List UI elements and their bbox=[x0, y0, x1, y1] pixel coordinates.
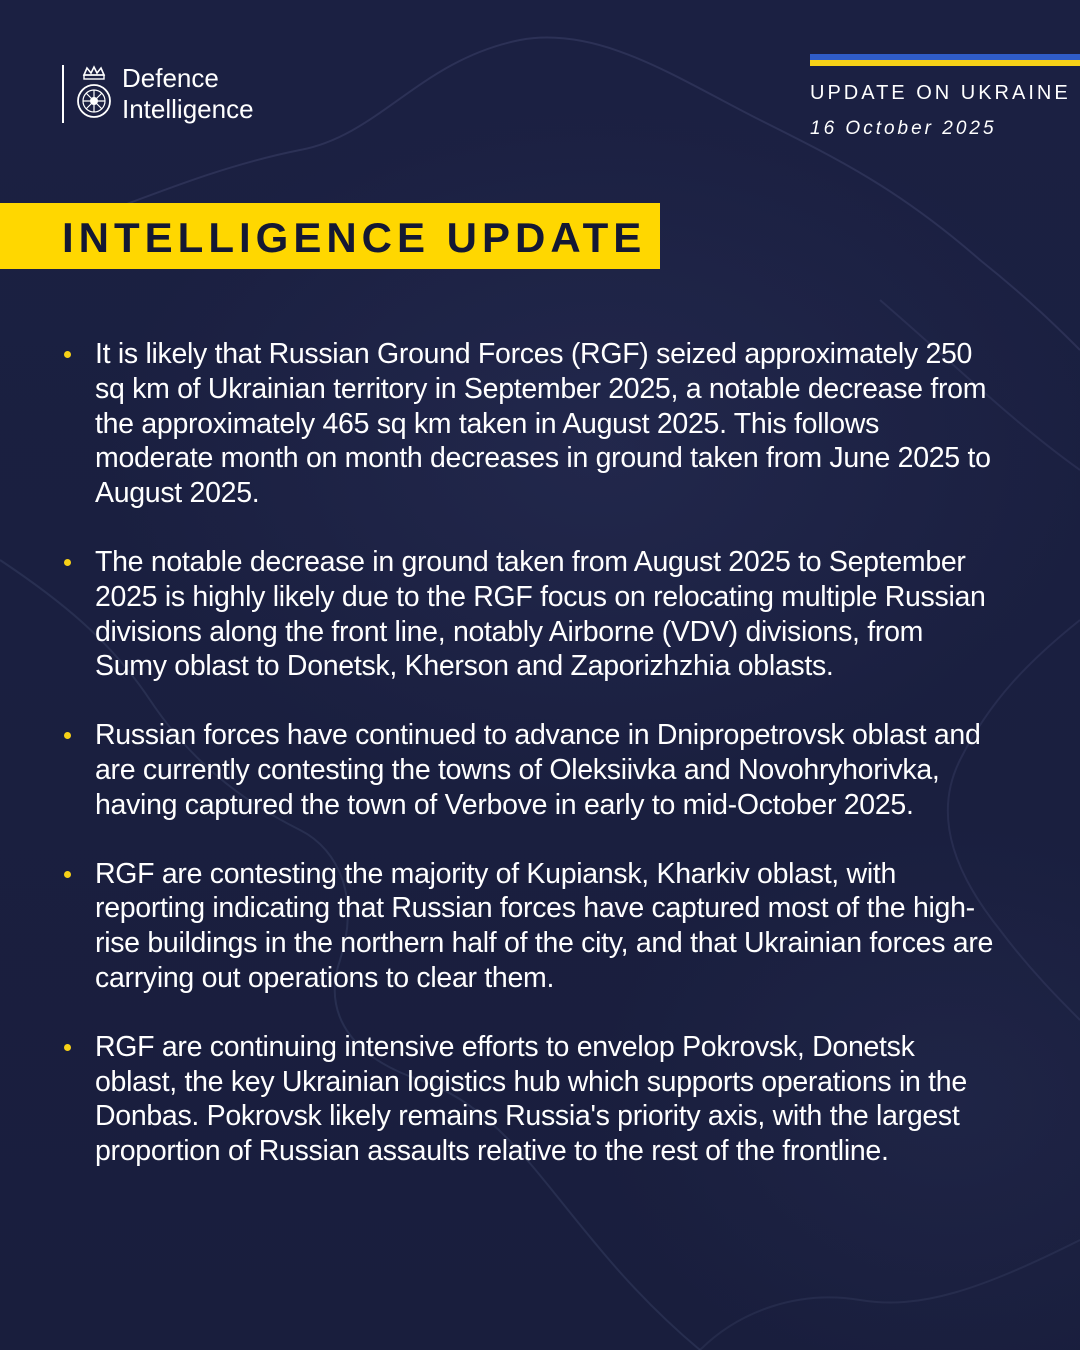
bullet-icon bbox=[64, 732, 71, 739]
ukraine-flag-stripe bbox=[810, 54, 1080, 66]
logo-line-2: Intelligence bbox=[122, 94, 254, 124]
list-item bbox=[62, 1030, 1002, 1169]
defence-intelligence-logo bbox=[62, 64, 254, 124]
logo-wordmark bbox=[122, 63, 254, 125]
update-label: UPDATE ON UKRAINE bbox=[810, 82, 1071, 104]
bullet-text: It is likely that Russian Ground Forces (RGF) seized approximately 250 sq km of Ukrainian territory in September 2025, a notable decrease from the approximately 465 sq km taken in August 2025. This follows moderate month on month decreases in ground taken from June 2025 to August 2025. bbox=[95, 338, 991, 510]
bullet-text: The notable decrease in ground taken from August 2025 to September 2025 is highly likely due to the RGF focus on relocating multiple Russian divisions along the front line, notably Airborne (VDV) divisions, from Sumy oblast to Donetsk, Kherson and Zaporizhzhia oblasts. bbox=[95, 545, 986, 683]
logo-line-1: Defence bbox=[122, 63, 219, 93]
update-date: 16 October 2025 bbox=[810, 118, 997, 139]
title-banner bbox=[0, 203, 660, 269]
bullet-icon bbox=[64, 559, 71, 566]
list-item bbox=[62, 718, 1002, 822]
bullet-icon bbox=[64, 351, 71, 358]
crest-icon bbox=[72, 65, 116, 123]
bullet-text: RGF are contesting the majority of Kupiansk, Kharkiv oblast, with reporting indicating that Russian forces have captured most of the high-rise buildings in the northern half of the city, and that Ukrainian forces are carrying out operations to clear them. bbox=[95, 857, 994, 994]
list-item bbox=[62, 857, 1002, 996]
banner-title: INTELLIGENCE UPDATE bbox=[62, 214, 647, 261]
flag-yellow-band bbox=[810, 60, 1080, 66]
list-item bbox=[62, 545, 1002, 684]
list-item bbox=[62, 337, 1002, 511]
bullet-text: RGF are continuing intensive efforts to envelop Pokrovsk, Donetsk oblast, the key Ukrainian logistics hub which supports operations in the Donbas. Pokrovsk likely remains Russia's priority axis, with the largest proportion of Russian assaults relative to the rest of the frontline. bbox=[95, 1030, 967, 1168]
bullet-text: Russian forces have continued to advance in Dnipropetrovsk oblast and are currently contesting the towns of Oleksiivka and Novohryhorivka, having captured the town of Verbove in early to mid-October 2025. bbox=[95, 719, 981, 821]
bullet-list bbox=[62, 337, 1002, 1203]
bullet-icon bbox=[64, 871, 71, 878]
bullet-icon bbox=[64, 1044, 71, 1051]
logo-divider bbox=[62, 65, 64, 123]
